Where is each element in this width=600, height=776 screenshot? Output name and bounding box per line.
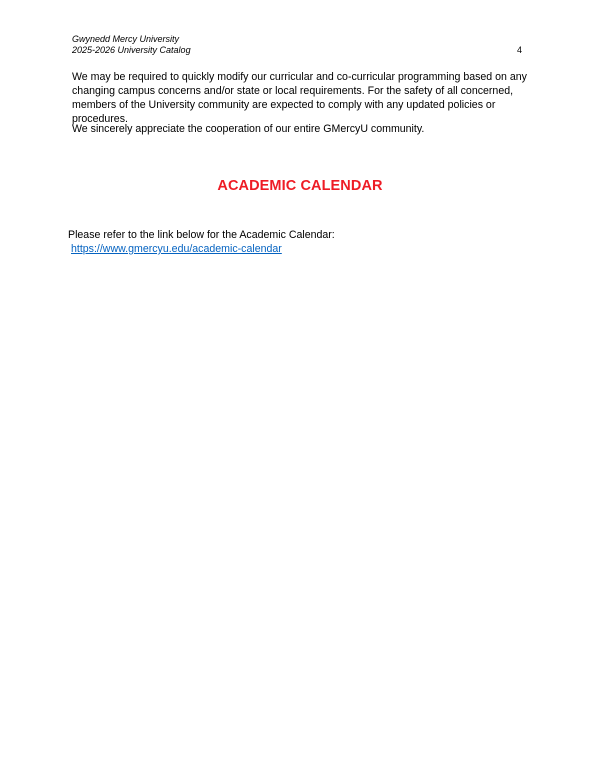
header-catalog: 2025-2026 University Catalog <box>72 45 191 55</box>
academic-calendar-intro: Please refer to the link below for the Academic Calendar: <box>68 229 335 241</box>
page-number: 4 <box>516 45 522 55</box>
header-institution: Gwynedd Mercy University <box>72 34 180 44</box>
academic-calendar-link[interactable]: https://www.gmercyu.edu/academic-calendar <box>71 243 282 255</box>
appreciation-paragraph: We sincerely appreciate the cooperation of our entire GMercyU community. <box>72 123 425 135</box>
academic-calendar-title: ACADEMIC CALENDAR <box>217 178 383 194</box>
page-header <box>72 34 522 56</box>
policy-paragraph: We may be required to quickly modify our curricular and co-curricular programming based on any changing campus concerns and/or state or local requirements. For the safety of all concerned, members of the University community are expected to comply with any updated policies or procedures. <box>72 71 527 125</box>
